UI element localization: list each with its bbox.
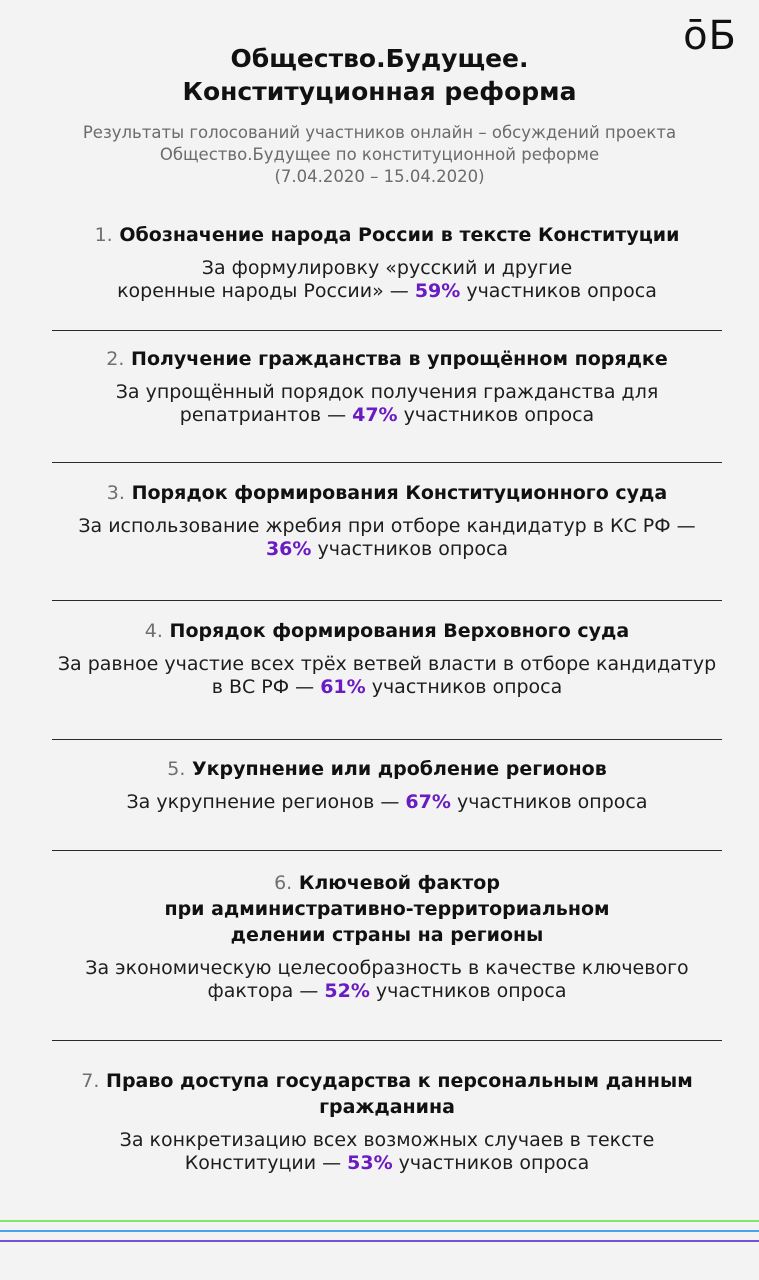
answer-line: За формулировку «русский и другие [201, 257, 573, 279]
answer-prefix: За укрупнение регионов — [126, 791, 406, 813]
answer-line [52, 280, 722, 303]
answer-line [52, 404, 722, 427]
answer-2 [52, 381, 722, 427]
question-number: 5. [167, 758, 186, 780]
question-2 [52, 346, 722, 372]
answer-line: За равное участие всех трёх ветвей власти в отборе кандидатур [57, 653, 717, 675]
title-line-1: Общество.Будущее. [230, 44, 529, 73]
header [0, 0, 759, 188]
question-text: Порядок формирования Конституционного суда [131, 482, 668, 504]
result-item-4 [52, 601, 722, 740]
answer-prefix: фактора — [207, 980, 325, 1002]
percent-value: 53% [347, 1152, 393, 1174]
result-item-3 [52, 463, 722, 601]
answer-suffix: участников опроса [311, 538, 509, 560]
answer-prefix: коренные народы России» — [117, 280, 415, 302]
question-number: 7. [81, 1070, 100, 1092]
decorative-line-green [0, 1220, 759, 1222]
answer-prefix: репатриантов — [179, 404, 353, 426]
answer-line: За использование жребия при отборе кандидатур в КС РФ — [78, 515, 696, 537]
decorative-lines [0, 1220, 759, 1250]
answer-7 [52, 1129, 722, 1175]
percent-value: 52% [324, 980, 370, 1002]
answer-4 [52, 653, 722, 699]
answer-line [52, 791, 722, 814]
question-text: Обозначение народа России в тексте Конституции [119, 224, 680, 246]
answer-suffix: участников опроса [369, 980, 567, 1002]
answer-line [52, 980, 722, 1003]
question-4 [52, 618, 722, 644]
percent-value: 67% [405, 791, 451, 813]
answer-line [52, 676, 722, 699]
title-line-2: Конституционная реформа [182, 77, 577, 106]
question-number: 6. [274, 872, 293, 894]
percent-value: 61% [320, 676, 366, 698]
question-text: Получение гражданства в упрощённом порядке [131, 348, 668, 370]
question-text: Порядок формирования Верховного суда [169, 620, 630, 642]
question-7 [52, 1068, 722, 1120]
answer-line: За конкретизацию всех возможных случаев в тексте [119, 1129, 655, 1151]
decorative-line-purple [0, 1240, 759, 1242]
result-item-7 [52, 1041, 722, 1208]
page-subtitle [0, 122, 759, 188]
results-list [52, 218, 722, 1208]
result-item-5 [52, 740, 722, 851]
question-number: 2. [106, 348, 125, 370]
subtitle-line-1: Результаты голосований участников онлайн – обсуждений проекта [82, 123, 677, 142]
brand-logo: ōБ [683, 13, 737, 59]
answer-suffix: участников опроса [460, 280, 657, 302]
answer-suffix: участников опроса [392, 1152, 590, 1174]
subtitle-dates: (7.04.2020 – 15.04.2020) [274, 167, 485, 186]
answer-5 [52, 791, 722, 814]
question-3 [52, 480, 722, 506]
percent-value: 47% [352, 404, 398, 426]
answer-prefix: Конституции — [184, 1152, 348, 1174]
result-item-1 [52, 218, 722, 331]
answer-line: За упрощённый порядок получения гражданства для [115, 381, 659, 403]
subtitle-line-2: Общество.Будущее по конституционной реформе [159, 145, 600, 164]
percent-value: 59% [414, 280, 461, 302]
question-text: гражданина [319, 1096, 455, 1118]
page-title [0, 42, 759, 108]
answer-1 [52, 257, 722, 303]
answer-suffix: участников опроса [450, 791, 648, 813]
answer-line [52, 1152, 722, 1175]
question-text: Право доступа государства к персональным данным [106, 1070, 693, 1092]
question-text: Ключевой фактор [298, 872, 500, 894]
answer-6 [52, 957, 722, 1003]
question-6 [52, 870, 722, 948]
question-1 [52, 222, 722, 248]
percent-value: 36% [265, 538, 312, 560]
answer-prefix: в ВС РФ — [211, 676, 321, 698]
answer-suffix: участников опроса [397, 404, 595, 426]
question-number: 4. [144, 620, 163, 642]
answer-line: За экономическую целесообразность в качестве ключевого [85, 957, 689, 979]
result-item-2 [52, 331, 722, 463]
question-number: 1. [94, 224, 113, 246]
question-5 [52, 756, 722, 782]
answer-line [52, 538, 722, 561]
result-item-6 [52, 851, 722, 1041]
question-text: при административно-территориальном [164, 898, 610, 920]
answer-3 [52, 515, 722, 561]
question-text: делении страны на регионы [230, 924, 544, 946]
question-number: 3. [106, 482, 125, 504]
question-text: Укрупнение или дробление регионов [192, 758, 607, 780]
answer-suffix: участников опроса [365, 676, 563, 698]
decorative-line-blue [0, 1230, 759, 1232]
